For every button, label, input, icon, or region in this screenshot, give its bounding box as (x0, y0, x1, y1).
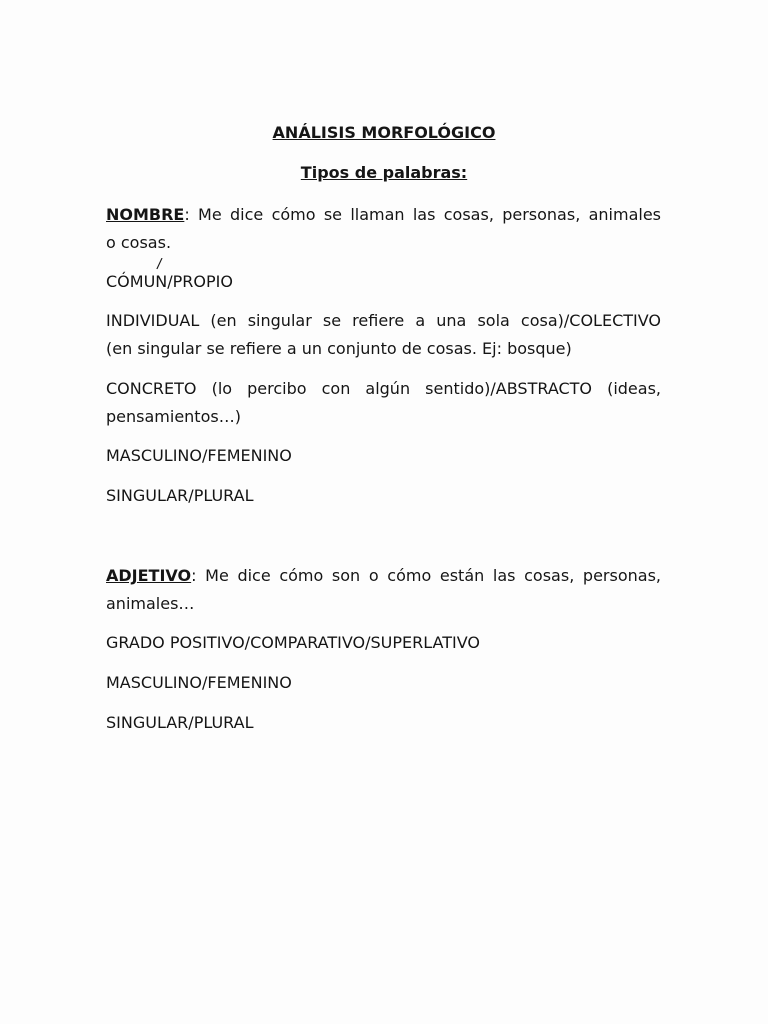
nombre-label: NOMBRE (106, 205, 185, 224)
document-title: ANÁLISIS MORFOLÓGICO (272, 123, 496, 142)
adjetivo-item-grado: GRADO POSITIVO/COMPARATIVO/SUPERLATIVO (106, 633, 480, 652)
nombre-item-individual-colectivo: INDIVIDUAL (en singular se refiere a una sola cosa)/COLECTIVO (106, 311, 661, 330)
nombre-item-abstracto-cont: pensamientos…) (106, 407, 241, 426)
nombre-definition (106, 205, 661, 225)
nombre-item-concreto-abstracto: CONCRETO (lo percibo con algún sentido)/ABSTRACTO (ideas, (106, 379, 661, 398)
nombre-definition-cont: o cosas. (106, 233, 172, 252)
adjetivo-definition-text: : Me dice cómo son o cómo están las cosas, personas, (191, 566, 661, 585)
nombre-definition-text: : Me dice cómo se llaman las cosas, personas, animales (184, 205, 661, 224)
nombre-item-genero: MASCULINO/FEMENINO (106, 446, 292, 465)
adjetivo-item-genero: MASCULINO/FEMENINO (106, 673, 292, 692)
adjetivo-item-numero: SINGULAR/PLURAL (106, 713, 254, 732)
nombre-item-numero: SINGULAR/PLURAL (106, 486, 254, 505)
handwritten-mark: / (155, 255, 163, 273)
nombre-item-colectivo-cont: (en singular se refiere a un conjunto de cosas. Ej: bosque) (106, 339, 572, 358)
nombre-item-comun-propio: CÓMUN/PROPIO (106, 272, 233, 291)
adjetivo-definition (106, 566, 661, 586)
adjetivo-definition-cont: animales… (106, 594, 195, 613)
adjetivo-label: ADJETIVO (106, 566, 192, 585)
document-subtitle: Tipos de palabras: (300, 163, 468, 182)
